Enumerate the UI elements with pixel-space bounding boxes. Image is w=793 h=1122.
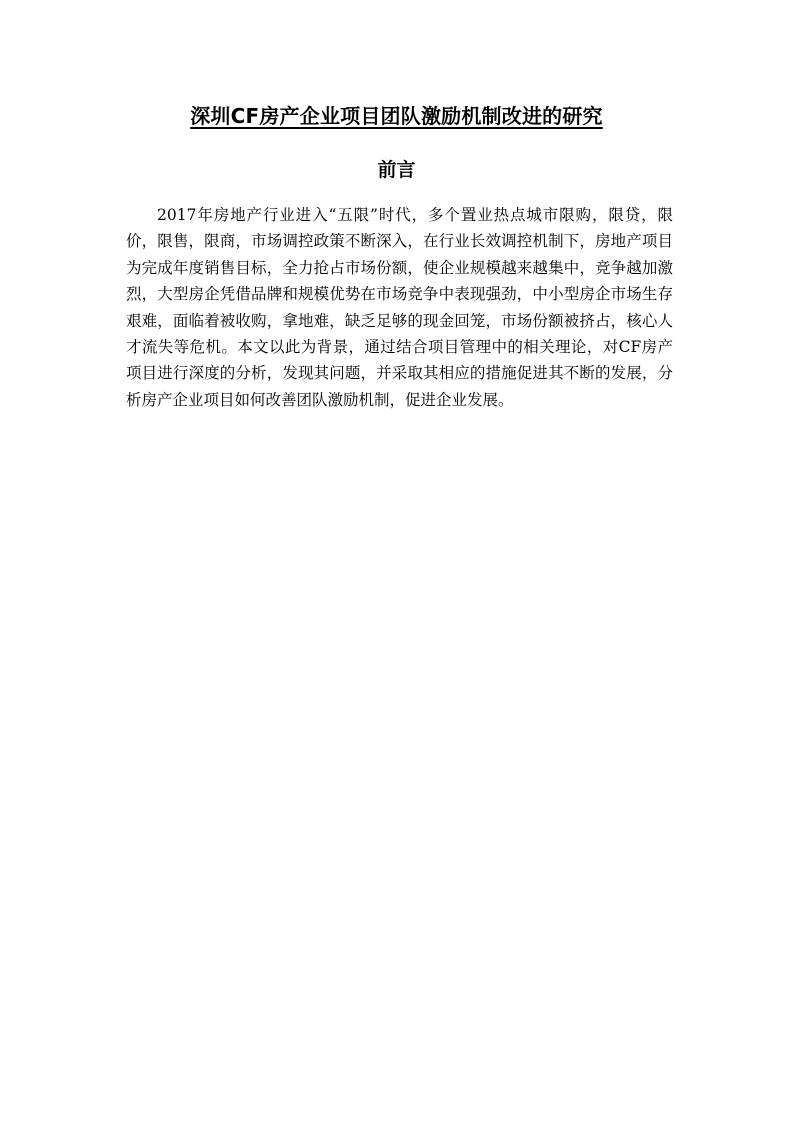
body-paragraph: 2017年房地产行业进入“五限”时代，多个置业热点城市限购，限贷，限价，限售，限商，市场调控政策不断深入，在行业长效调控机制下，房地产项目为完成年度销售目标，全力抢占市场份额，使企业规模越来越集中，竞争越加激烈，大型房企凭借品牌和规模优势在市场竞争中表现强劲，中小型房企市场生存艰难，面临着被收购，拿地难，缺乏足够的现金回笼，市场份额被挤占，核心人才流失等危机。本文以此为背景，通过结合项目管理中的相关理论，对CF房产项目进行深度的分析，发现其问题，并采取其相应的措施促进其不断的发展，分析房产企业项目如何改善团队激励机制，促进企业发展。 [126,206,673,409]
section-heading-preface: 前言 [377,159,416,181]
document-title: 深圳CF房产企业项目团队激励机制改进的研究 [190,104,603,128]
